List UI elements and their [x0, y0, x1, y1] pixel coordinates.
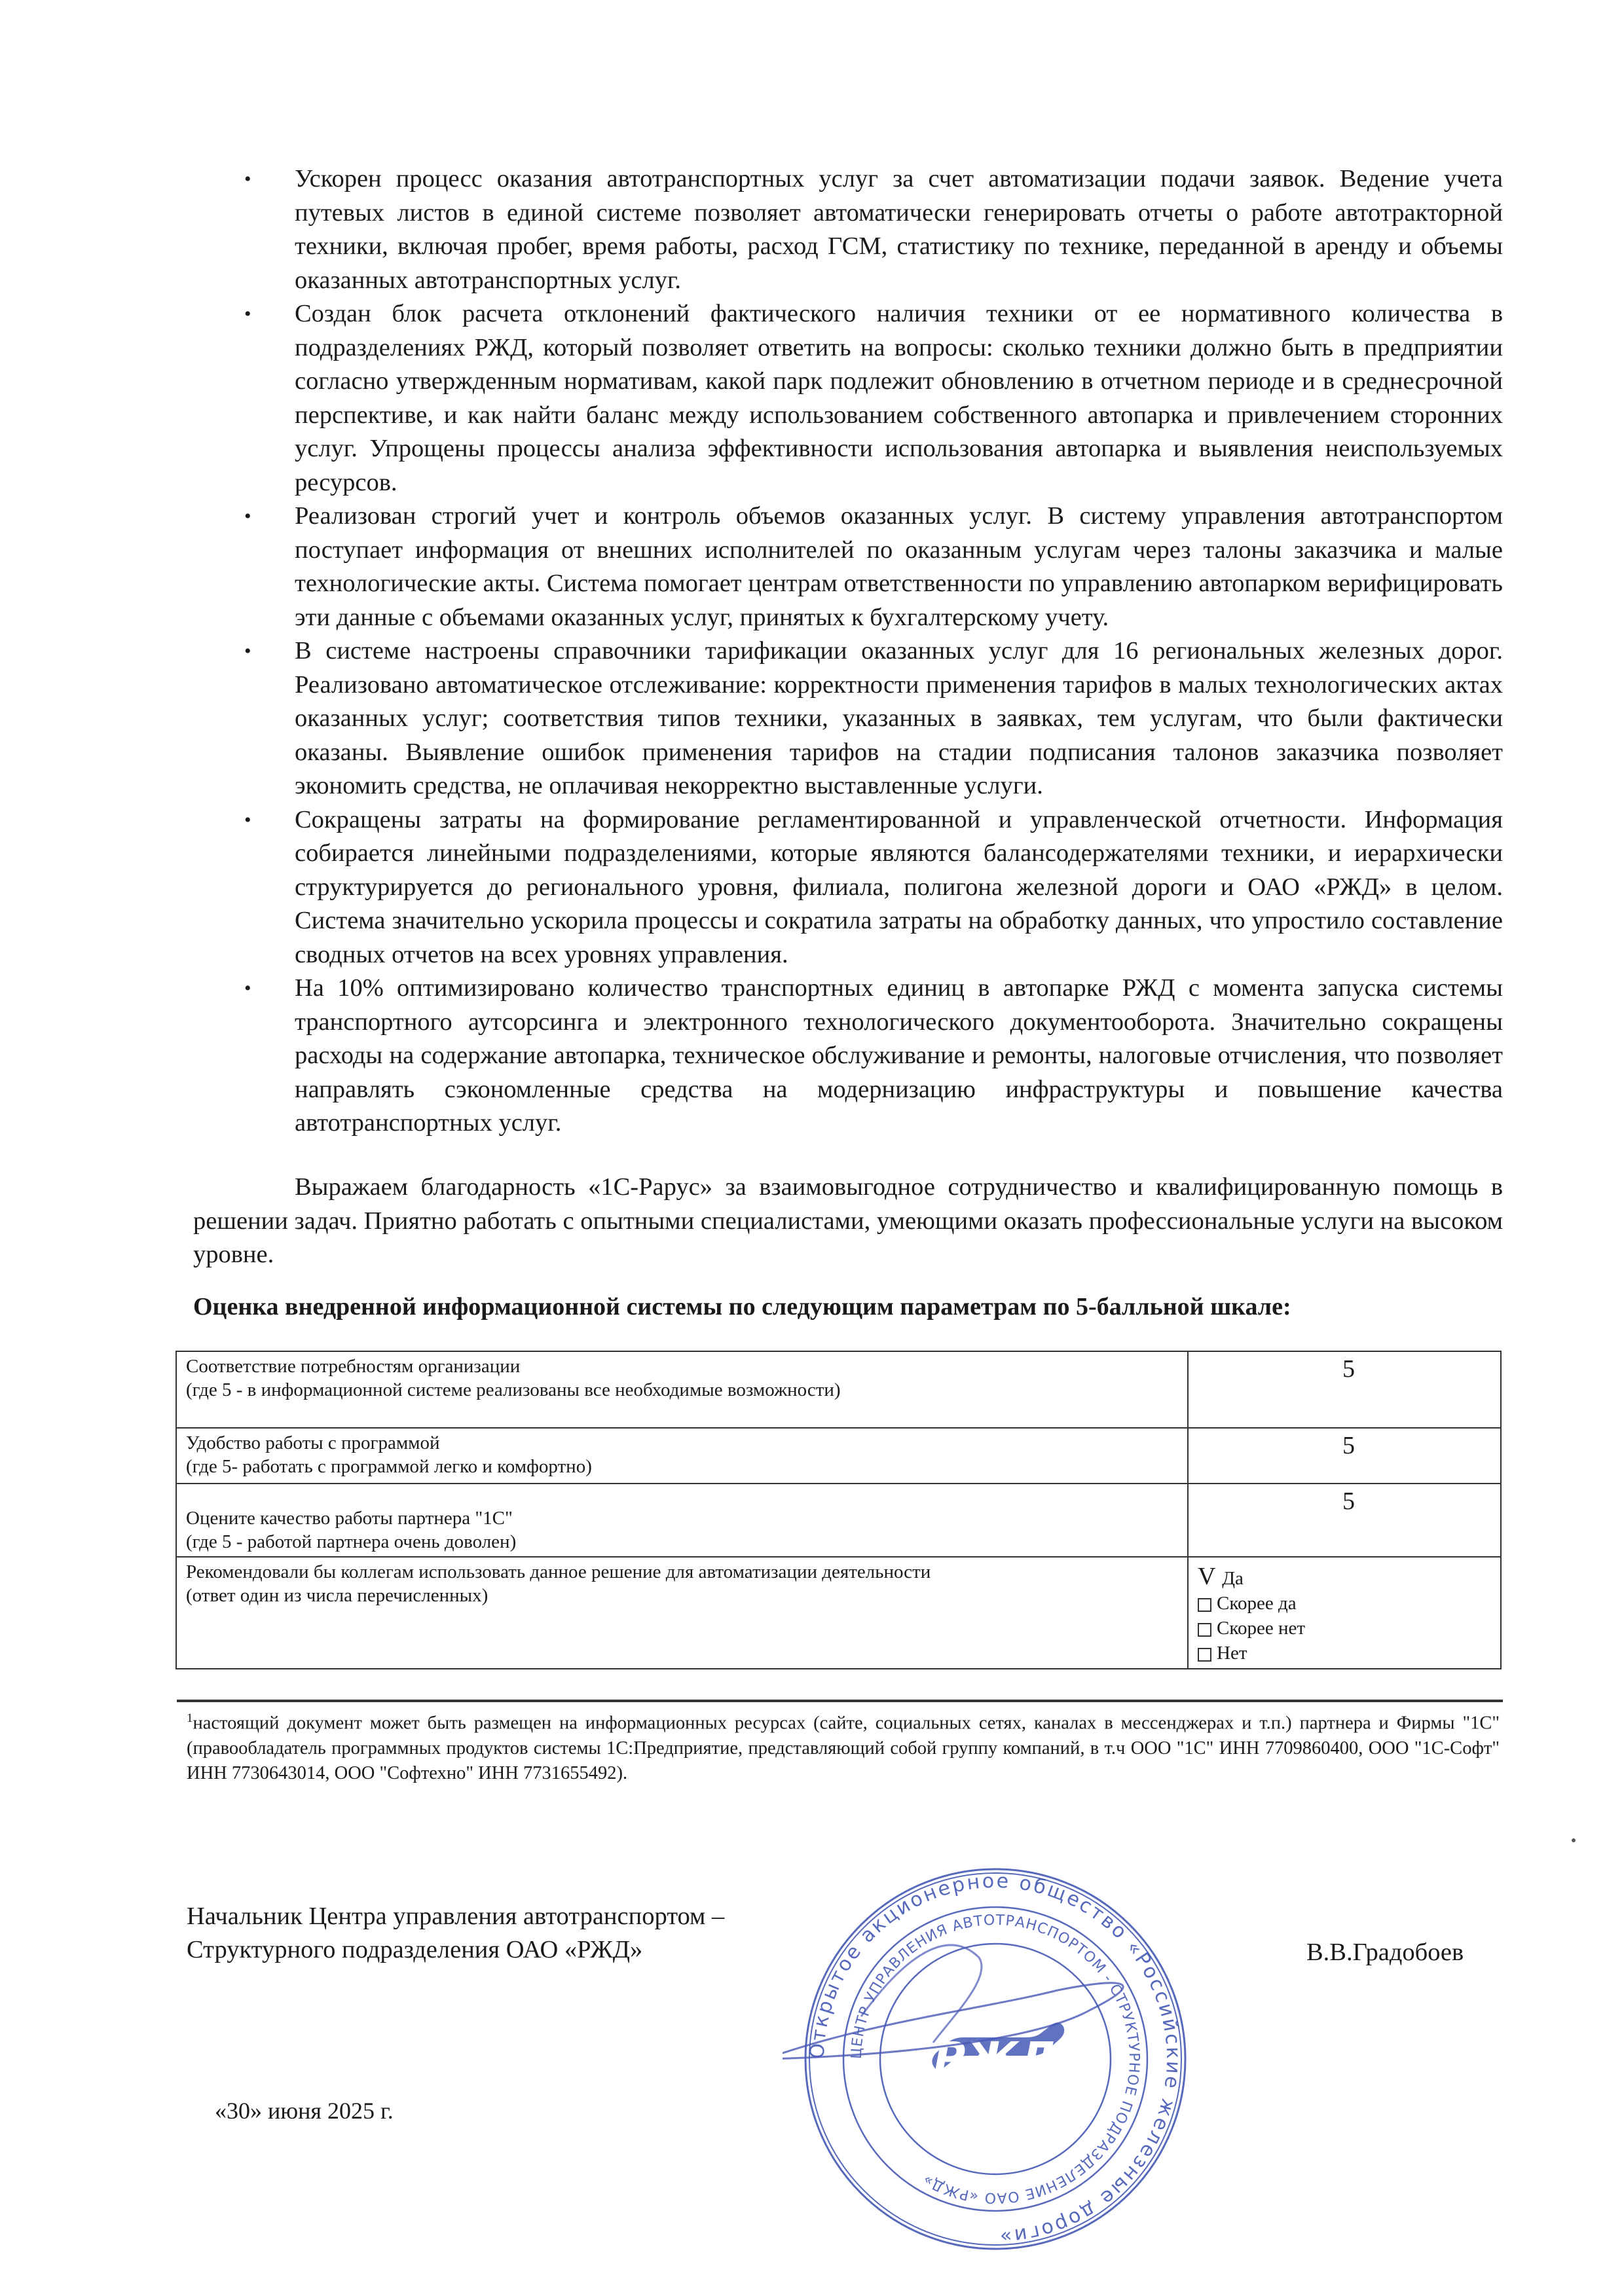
answer-option-rather-yes: Скорее да — [1198, 1591, 1491, 1616]
signer-position: Начальник Центра управления автотранспортом – Структурного подразделения ОАО «РЖД» — [187, 1903, 725, 1963]
table-row — [176, 1557, 1501, 1669]
bullet-icon: • — [244, 640, 251, 662]
document-date: «30» июня 2025 г. — [215, 2098, 394, 2124]
bullet-icon: • — [244, 977, 251, 999]
checkbox-icon — [1198, 1648, 1211, 1662]
achievements-list — [193, 162, 1503, 1140]
stamp-outer-text: Открытое акционерное общество «Российские железные дороги» — [805, 1869, 1185, 2249]
bullet-icon: • — [244, 303, 251, 325]
signature-stroke — [861, 1945, 982, 2043]
table-row — [176, 1351, 1501, 1428]
checkbox-icon — [1198, 1623, 1211, 1637]
list-item: • Создан блок расчета отклонений фактического наличия техники от ее нормативного количества в подразделениях РЖД, который позволяет ответить на вопросы: сколько техники должно быть в предприятии согласно утвержденным нормативам, какой парк подлежит обновлению в отчетном периоде и в среднесрочной перспективе, и как найти баланс между использованием собственного автопарка и привлечением сторонних услуг. Упрощены процессы анализа эффективности использования автопарка и выявления неиспользуемых ресурсов. — [193, 297, 1503, 500]
bullet-icon: • — [244, 505, 251, 527]
list-item: • Ускорен процесс оказания автотранспортных услуг за счет автоматизации подачи заявок. Ведение учета путевых листов в единой системе позволяет автоматически генерировать отчеты о работе автотракторной техники, включая пробег, время работы, расход ГСМ, статистику по технике, переданной в аренду и объемы оказанных автотранспортных услуг. — [193, 162, 1503, 297]
table-cell-score — [1188, 1428, 1501, 1484]
rzd-logo-icon — [932, 2022, 1064, 2083]
bullet-icon: • — [244, 809, 251, 831]
footnote-marker: 1 — [187, 1711, 193, 1725]
rating-title: Оценка внедренной информационной системы по следующим параметрам по 5-балльной шкале: — [193, 1293, 1291, 1321]
answer-options — [1198, 1560, 1491, 1666]
rating-table — [175, 1351, 1502, 1669]
list-item: • На 10% оптимизировано количество транспортных единиц в автопарке РЖД с момента запуска системы транспортного аутсорсинга и электронного технологического документооборота. Значительно сокращены расходы на содержание автопарка, техническое обслуживание и ремонты, налоговые отчисления, что позволяет направлять сэкономленные средства на модернизацию инфраструктуры и повышение качества автотранспортных услуг. — [193, 972, 1503, 1140]
list-item: • Реализован строгий учет и контроль объемов оказанных услуг. В систему управления автотранспортом поступает информация от внешних исполнителей по оказанным услугам через талоны заказчика и малые технологические акты. Система помогает центрам ответственности по управлению автопарком верифицировать эти данные с объемами оказанных услуг, принятых к бухгалтерскому учету. — [193, 500, 1503, 634]
footnote: $^1$настоящий документ может быть размещен на информационных ресурсах (сайте, социальных сетях, каналах в мессенджерах и т.п.) партнера и Фирмы "1С" (правообладатель программных продуктов системы 1С:Предприятие, представляющий собой группу компаний, в т.ч ООО "1С" ИНН 7709860400, ООО "1С-Софт" ИНН 7730643014, ООО "Софтехно" ИНН 7731655492). — [187, 1711, 1500, 1783]
thanks-paragraph: Выражаем благодарность «1С-Рарус» за взаимовыгодное сотрудничество и квалифицированную помощь в решении задач. Приятно работать с опытными специалистами, умеющими оказать профессиональные услуги на высоком уровне. — [193, 1173, 1503, 1268]
stamp-inner-text: ЦЕНТР УПРАВЛЕНИЯ АВТОТРАНСПОРТОМ - СТРУКТУРНОЕ ПОДРАЗДЕЛЕНИЕ ОАО «РЖД» — [848, 1912, 1143, 2206]
score-value: 5 — [1342, 1355, 1355, 1383]
table-cell-score — [1188, 1351, 1501, 1428]
footnote-divider — [177, 1700, 1503, 1702]
svg-text:РЖД: РЖД — [934, 2033, 1057, 2083]
score-value: 5 — [1342, 1432, 1355, 1459]
table-row — [176, 1484, 1501, 1557]
table-cell-score — [1188, 1484, 1501, 1557]
table-cell-question: Рекомендовали бы коллегам использовать данное решение для автоматизации деятельности (ответ один из числа перечисленных) — [176, 1557, 1188, 1669]
official-stamp — [783, 1846, 1208, 2272]
bullet-icon: • — [244, 168, 251, 190]
answer-option-yes: V Да — [1198, 1563, 1244, 1590]
table-cell-question: Соответствие потребностям организации (где 5 - в информационной системе реализованы все необходимые возможности) — [176, 1351, 1188, 1428]
answer-option-rather-no: Скорее нет — [1198, 1616, 1491, 1641]
table-cell-question: Удобство работы с программой (где 5- работать с программой легко и комфортно) — [176, 1428, 1188, 1484]
check-mark: V — [1198, 1563, 1216, 1590]
list-item: • В системе настроены справочники тарификации оказанных услуг для 16 региональных железных дорог. Реализовано автоматическое отслеживание: корректности применения тарифов в малых технологических актах оказанных услуг; соответствия типов техники, указанных в заявках, тем услугам, что были фактически оказаны. Выявление ошибок применения тарифов на стадии подписания талонов заказчика позволяет экономить средства, не оплачивая некорректно выставленные услуги. — [193, 634, 1503, 803]
score-value: 5 — [1342, 1487, 1355, 1515]
table-cell-answers — [1188, 1557, 1501, 1669]
scan-speck — [1572, 1838, 1576, 1842]
table-cell-question: Оцените качество работы партнера "1С" (где 5 - работой партнера очень доволен) — [176, 1484, 1188, 1557]
table-row — [176, 1428, 1501, 1484]
list-item: • Сокращены затраты на формирование регламентированной и управленческой отчетности. Информация собирается линейными подразделениями, которые являются балансодержателями техники, и иерархически структурируется до регионального уровня, филиала, полигона железной дороги и ОАО «РЖД» в целом. Система значительно ускорила процессы и сократила затраты на обработку данных, что упростило составление сводных отчетов на всех уровнях управления. — [193, 803, 1503, 972]
answer-option-no: Нет — [1198, 1641, 1491, 1666]
signer-name: В.В.Градобоев — [1306, 1939, 1464, 1966]
checkbox-icon — [1198, 1598, 1211, 1612]
